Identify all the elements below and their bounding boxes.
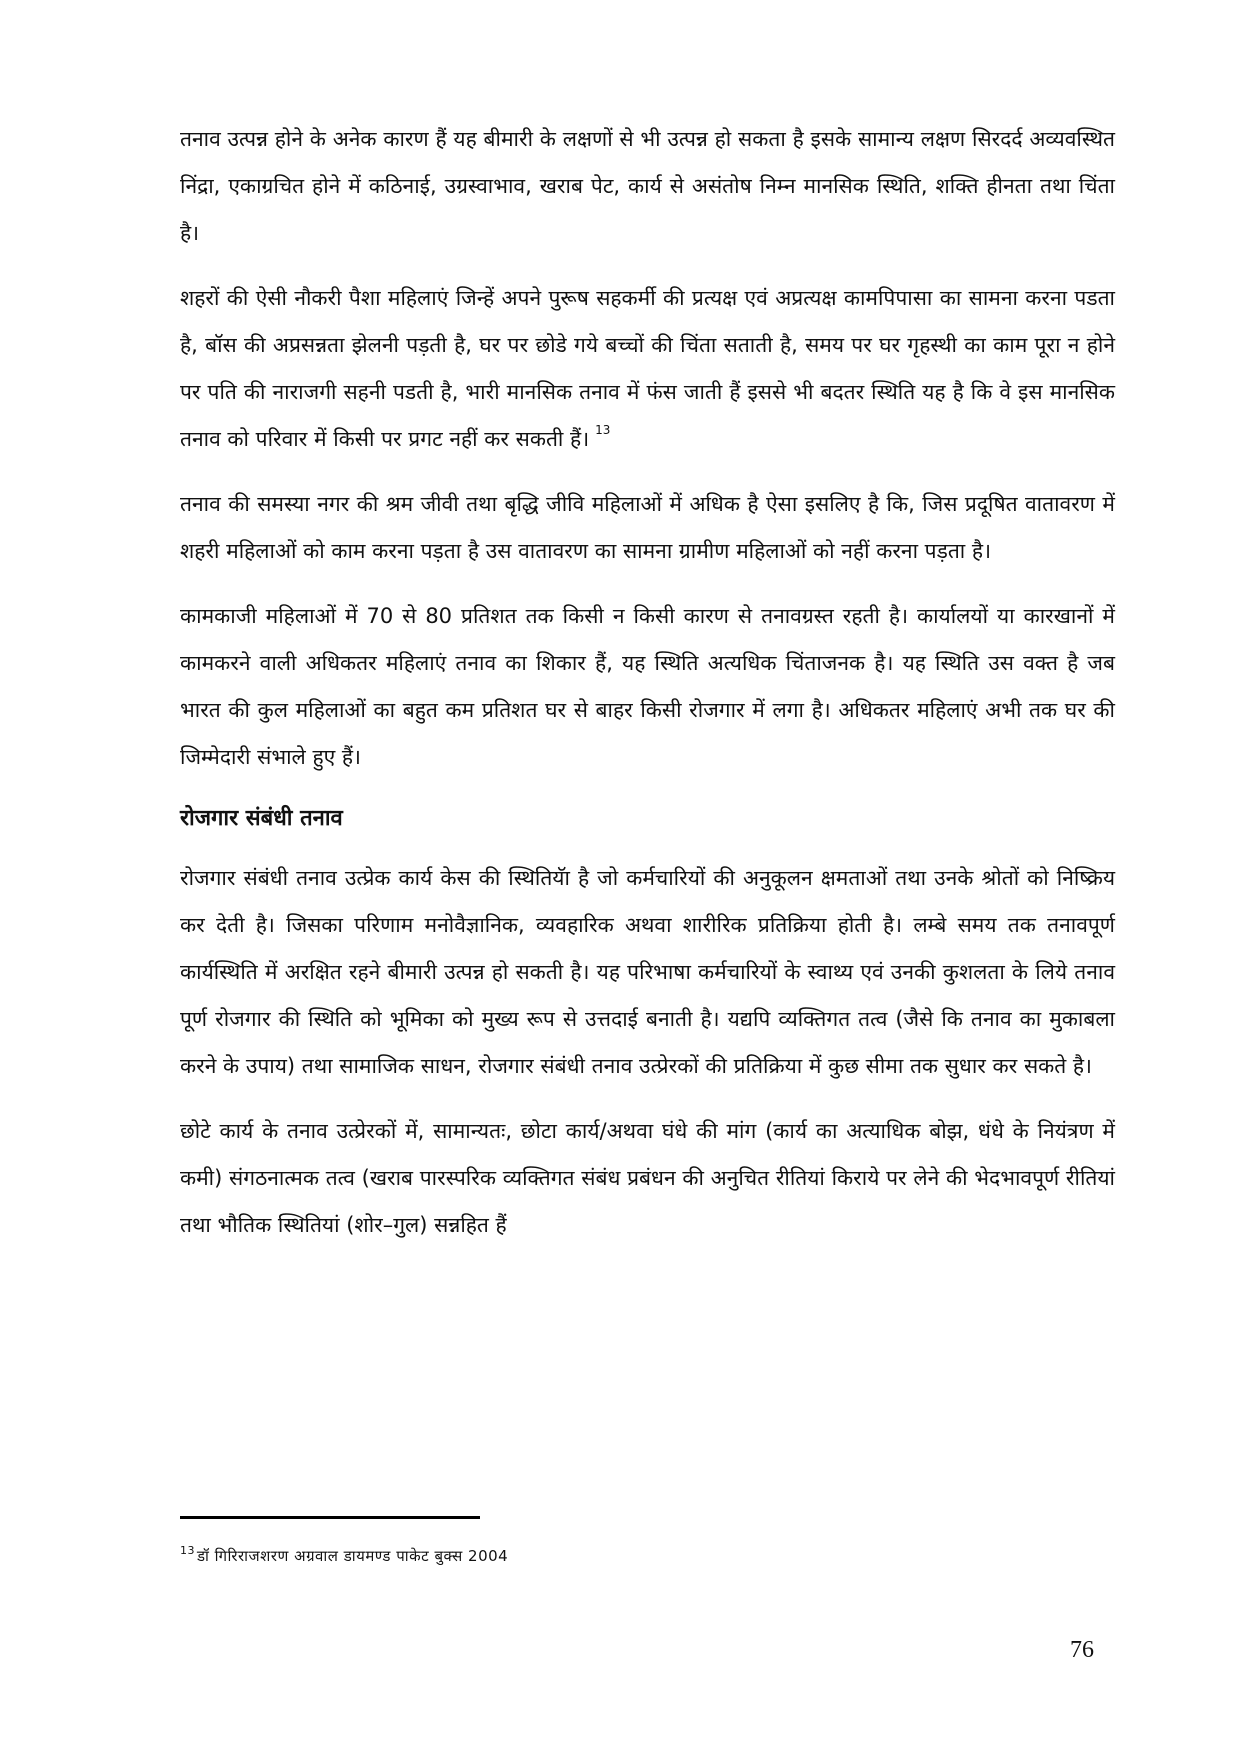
footnote-text: डॉ गिरिराजशरण अग्रवाल डायमण्ड पाकेट बुक्स 2004 — [197, 1547, 509, 1565]
footnote-reference[interactable]: 13 — [595, 423, 611, 437]
paragraph-3: तनाव की समस्या नगर की श्रम जीवी तथा बृद्धि जीवि महिलाओं में अधिक है ऐसा इसलिए है कि, जिस प्रदूषित वातावरण में शहरी महिलाओं को काम करना पड़ता है उस वातावरण का सामना ग्रामीण महिलाओं को नहीं करना पड़ता है। — [180, 492, 1115, 563]
footnote-divider — [180, 1516, 480, 1519]
paragraph-1: तनाव उत्पन्न होने के अनेक कारण हैं यह बीमारी के लक्षणों से भी उत्पन्न हो सकता है इसके सामान्य लक्षण सिरदर्द अव्यवस्थित निंद्रा, एकाग्रचित होने में कठिनाई, उग्रस्वाभाव, खराब पेट, कार्य से असंतोष निम्न मानसिक स्थिति, शक्ति हीनता तथा चिंता है। — [180, 127, 1115, 245]
paragraph-4: कामकाजी महिलाओं में 70 से 80 प्रतिशत तक किसी न किसी कारण से तनावग्रस्त रहती है। कार्यालयों या कारखानों में कामकरने वाली अधिकतर महिलाएं तनाव का शिकार हैं, यह स्थिति अत्यधिक चिंताजनक है। यह स्थिति उस वक्त है जब भारत की कुल महिलाओं का बहुत कम प्रतिशत घर से बाहर किसी रोजगार में लगा है। अधिकतर महिलाएं अभी तक घर की जिम्मेदारी संभाले हुए हैं। — [180, 604, 1115, 769]
paragraph-2 — [180, 275, 1115, 463]
footnote-number: 13 — [180, 1544, 195, 1557]
page-number: 76 — [1070, 1637, 1094, 1663]
section-heading: रोजगार संबंधी तनाव — [180, 806, 343, 831]
footnote — [180, 1546, 508, 1566]
body-text — [180, 116, 1115, 1267]
paragraph-5: रोजगार संबंधी तनाव उत्प्रेक कार्य केस की स्थितियॅा है जो कर्मचारियों की अनुकूलन क्षमताओं तथा उनके श्रोतों को निष्क्रिय कर देती है। जिसका परिणाम मनोवैज्ञानिक, व्यवहारिक अथवा शारीरिक प्रतिक्रिया होती है। लम्बे समय तक तनावपूर्ण कार्यस्थिति में अरक्षित रहने बीमारी उत्पन्न हो सकती है। यह परिभाषा कर्मचारियों के स्वाथ्य एवं उनकी कुशलता के लिये तनाव पूर्ण रोजगार की स्थिति को भूमिका को मुख्य रूप से उत्तदाई बनाती है। यद्यपि व्यक्तिगत तत्व (जैसे कि तनाव का मुकाबला करने के उपाय) तथा सामाजिक साधन, रोजगार संबंधी तनाव उत्प्रेरकों की प्रतिक्रिया में कुछ सीमा तक सुधार कर सकते है। — [180, 866, 1115, 1078]
paragraph-6: छोटे कार्य के तनाव उत्प्रेरकों में, सामान्यतः, छोटा कार्य/अथवा घंधे की मांग (कार्य का अत्याधिक बोझ, धंधे के नियंत्रण में कमी) संगठनात्मक तत्व (खराब पारस्परिक व्यक्तिगत संबंध प्रबंधन की अनुचित रीतियां किराये पर लेने की भेदभावपूर्ण रीतियां तथा भौतिक स्थितियां (शोर–गुल) सन्नहित हैं — [180, 1119, 1115, 1237]
paragraph-2-text: शहरों की ऐसी नौकरी पैशा महिलाएं जिन्हें अपने पुरूष सहकर्मी की प्रत्यक्ष एवं अप्रत्यक्ष कामपिपासा का सामना करना पडता है, बॉस की अप्रसन्नता झेलनी पड़ती है, घर पर छोडे गये बच्चों की चिंता सताती है, समय पर घर गृहस्थी का काम पूरा न होने पर पति की नाराजगी सहनी पडती है, भारी मानसिक तनाव में फंस जाती हैं इससे भी बदतर स्थिति यह है कि वे इस मानसिक तनाव को परिवार में किसी पर प्रगट नहीं कर सकती हैं। — [180, 286, 1115, 451]
